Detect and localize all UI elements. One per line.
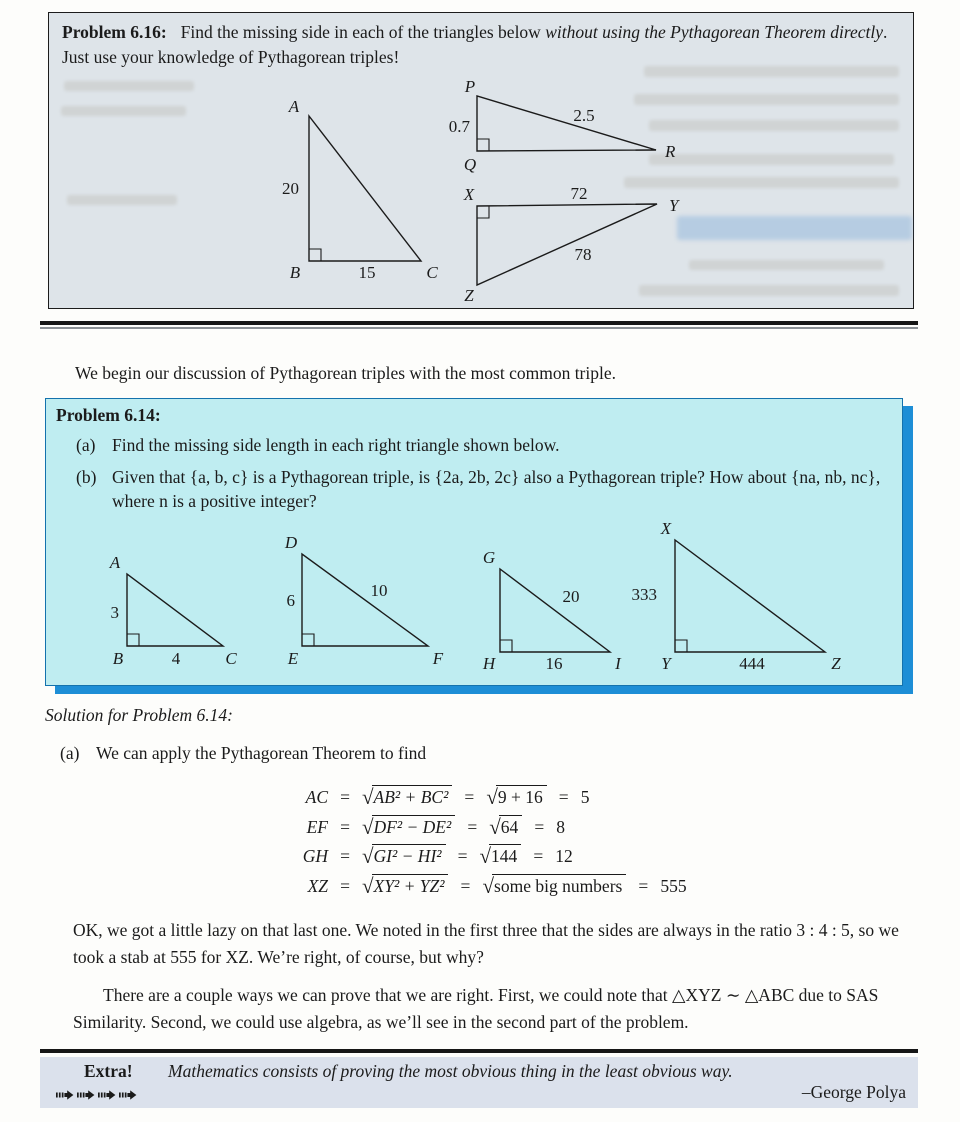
radical: √some big numbers bbox=[482, 874, 626, 897]
part-b-text: Given that {a, b, c} is a Pythagorean triple, is {2a, 2b, 2c} also a Pythagorean triple? How about {na, nb, nc}, where n is a positive integer? bbox=[112, 466, 881, 511]
vertex-label-C: C bbox=[426, 263, 438, 282]
equation-lhs: XZ bbox=[307, 875, 328, 896]
radical: √9 + 16 bbox=[486, 785, 546, 808]
radical: √XY² + YZ² bbox=[362, 874, 448, 897]
radical: √DF² − DE² bbox=[362, 815, 455, 838]
problem-6-14-part-a bbox=[76, 433, 902, 458]
double-rule bbox=[40, 321, 918, 329]
equals-sign: = bbox=[340, 787, 350, 807]
side-label-HI: 16 bbox=[545, 654, 563, 673]
side-label-YZ: 444 bbox=[739, 654, 765, 673]
equals-sign: = bbox=[558, 787, 569, 807]
solution-paragraph-1: OK, we got a little lazy on that last one. We noted in the first three that the sides are always in the ratio 3 : 4 : 5, so we took a stab at 555 for XZ. We’re right, of course, but why? bbox=[73, 920, 899, 967]
solution-part-a bbox=[60, 743, 426, 764]
equation-result: 555 bbox=[660, 875, 687, 896]
part-a-marker: (a) bbox=[76, 435, 96, 455]
equals-sign: = bbox=[340, 846, 350, 866]
equation-lhs: AC bbox=[305, 787, 328, 807]
vertex-label-B: B bbox=[289, 263, 301, 282]
solution-heading: Solution for Problem 6.14: bbox=[45, 705, 233, 725]
equation-lhs: GH bbox=[302, 846, 328, 866]
equation-GH bbox=[262, 844, 687, 874]
side-label-XY: 72 bbox=[570, 184, 588, 203]
equals-sign: = bbox=[457, 846, 468, 866]
equals-sign: = bbox=[340, 816, 350, 837]
equation-AC bbox=[262, 785, 687, 815]
problem-6-16-text-1: Find the missing side in each of the triangles below bbox=[180, 22, 546, 42]
side-label-ZY: 78 bbox=[574, 245, 592, 264]
vertex-label-X: X bbox=[463, 185, 475, 204]
triangle-abc bbox=[282, 97, 438, 282]
vertex-label-R: R bbox=[665, 142, 676, 161]
vertex-label-A: A bbox=[288, 97, 300, 116]
problem-6-16-text-italic: without using the Pythagorean Theorem directly bbox=[545, 22, 884, 42]
vertex-label-A: A bbox=[109, 553, 121, 572]
solution-part-a-marker: (a) bbox=[60, 743, 80, 763]
equation-result: 12 bbox=[555, 846, 573, 866]
side-label-PR: 2.5 bbox=[573, 106, 595, 125]
problem-6-14-part-b bbox=[76, 465, 902, 514]
equals-sign: = bbox=[460, 875, 471, 896]
extra-box bbox=[40, 1057, 918, 1108]
extra-quote: Mathematics consists of proving the most obvious thing in the least obvious way. bbox=[168, 1061, 733, 1081]
vertex-label-C: C bbox=[225, 649, 237, 668]
vertex-label-B: B bbox=[112, 649, 124, 668]
problem-6-16-diagram bbox=[49, 70, 912, 310]
equation-XZ bbox=[262, 874, 687, 904]
intro-paragraph: We begin our discussion of Pythagorean triples with the most common triple. bbox=[75, 363, 617, 383]
side-label-BC: 4 bbox=[171, 649, 181, 668]
radical: √GI² − HI² bbox=[362, 844, 446, 867]
triangle-ghi bbox=[482, 548, 622, 673]
equals-sign: = bbox=[467, 816, 478, 837]
vertex-label-F: F bbox=[432, 649, 444, 668]
vertex-label-Z: Z bbox=[464, 286, 474, 305]
problem-6-14-box bbox=[45, 398, 903, 686]
part-a-text: Find the missing side length in each right triangle shown below. bbox=[112, 435, 560, 455]
extra-attribution: –George Polya bbox=[801, 1082, 906, 1102]
problem-6-16-box bbox=[48, 12, 914, 309]
side-label-GI: 20 bbox=[562, 587, 580, 606]
solution-part-a-intro: We can apply the Pythagorean Theorem to find bbox=[96, 743, 427, 763]
triangle-abc bbox=[109, 553, 238, 668]
extra-label: Extra! bbox=[84, 1061, 133, 1081]
radical: √AB² + BC² bbox=[362, 785, 452, 808]
triangle-pqr bbox=[449, 77, 676, 174]
radical: √64 bbox=[489, 815, 522, 838]
equals-sign: = bbox=[534, 816, 545, 837]
solution-paragraph-2: There are a couple ways we can prove that we are right. First, we could note that △XYZ ∼ △ABC due to SAS Similarity. Second, we could use algebra, as we’ll see in the second part of the problem. bbox=[73, 985, 879, 1032]
radical: √144 bbox=[480, 844, 522, 867]
vertex-label-Y: Y bbox=[661, 654, 671, 673]
vertex-label-H: H bbox=[482, 654, 496, 673]
vertex-label-Q: Q bbox=[463, 155, 477, 174]
vertex-label-Z: Z bbox=[831, 654, 841, 673]
problem-6-16-label: Problem 6.16: bbox=[62, 22, 167, 42]
side-label-XY: 333 bbox=[631, 585, 657, 604]
vertex-label-Y: Y bbox=[669, 196, 679, 215]
equation-result: 5 bbox=[580, 787, 590, 807]
vertex-label-G: G bbox=[482, 548, 496, 567]
equation-EF bbox=[262, 815, 687, 845]
side-label-BC: 15 bbox=[358, 263, 376, 282]
equation-block bbox=[262, 785, 687, 903]
thick-rule bbox=[40, 1049, 918, 1053]
triangle-xyz bbox=[632, 519, 842, 673]
part-b-marker: (b) bbox=[76, 466, 97, 487]
problem-6-14-diagram bbox=[48, 511, 900, 683]
side-label-DF: 10 bbox=[370, 581, 388, 600]
triangle-def bbox=[284, 533, 444, 668]
triangle-xyz bbox=[463, 184, 680, 305]
side-label-PQ: 0.7 bbox=[448, 117, 470, 136]
equals-sign: = bbox=[533, 846, 544, 866]
side-label-DE: 6 bbox=[286, 591, 295, 610]
side-label-AB: 20 bbox=[282, 179, 299, 198]
vertex-label-E: E bbox=[287, 649, 299, 668]
equals-sign: = bbox=[638, 875, 649, 896]
side-label-AB: 3 bbox=[110, 603, 119, 622]
vertex-label-I: I bbox=[615, 654, 621, 673]
problem-6-16-statement bbox=[49, 13, 913, 70]
equation-lhs: EF bbox=[306, 816, 328, 837]
equals-sign: = bbox=[340, 875, 350, 896]
problem-6-14-label: Problem 6.14: bbox=[56, 405, 161, 425]
equals-sign: = bbox=[464, 787, 475, 807]
equation-result: 8 bbox=[556, 816, 566, 837]
vertex-label-X: X bbox=[660, 519, 672, 538]
vertex-label-D: D bbox=[284, 533, 298, 552]
problem-6-16-text-2: . Just use your knowledge of Pythagorean triples! bbox=[62, 22, 888, 67]
extra-arrows-icon bbox=[56, 1089, 140, 1101]
vertex-label-P: P bbox=[464, 77, 476, 96]
